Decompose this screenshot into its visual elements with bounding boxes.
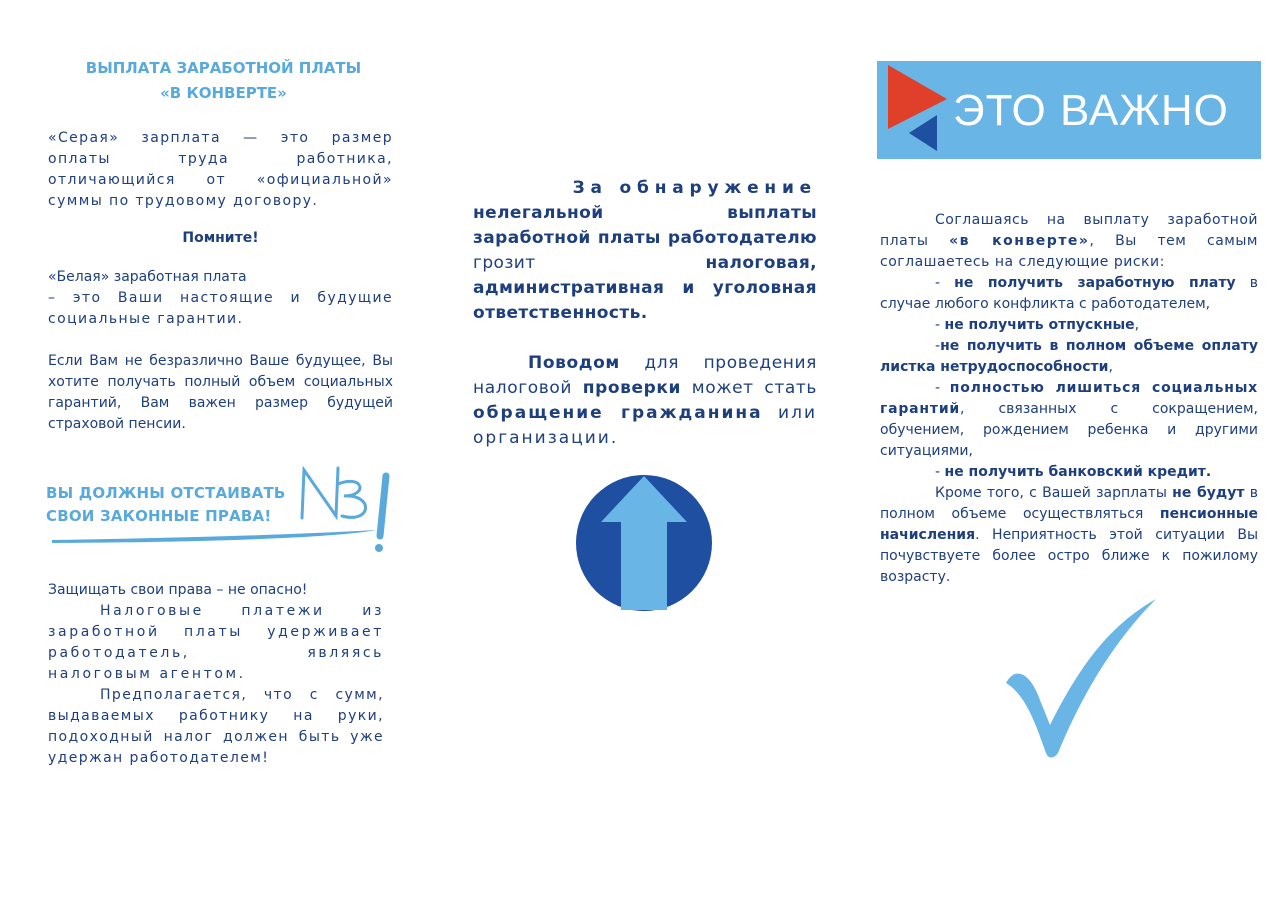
risk2-dash: - (935, 317, 945, 333)
important-banner-text: ЭТО ВАЖНО (953, 86, 1229, 135)
tax-text-b: являясь налоговым агентом. (48, 645, 384, 682)
risk2-rest: , (1134, 317, 1140, 333)
mid-p2-e: обращение гражданина (473, 403, 763, 423)
mid-p2-f: или организации. (473, 403, 817, 448)
end-d: пенсионные начисления (880, 506, 1258, 543)
risk5-bold: не получить банковский кредит. (944, 464, 1212, 480)
remember-heading: Помните! (182, 230, 259, 246)
mid-p2-b: для проведения налоговой (473, 353, 817, 398)
mid-p1-a: За обнаружение (572, 178, 817, 198)
checkmark-icon (1000, 595, 1162, 759)
future-paragraph: Если Вам не безразлично Ваше будущее, Вы хотите получать полный объем социальных гарантий, Вам важен размер будущей страховой пенсии. (48, 353, 393, 432)
left-title-line2: «В КОНВЕРТЕ» (160, 84, 287, 102)
risk1-rest: в случае любого конфликта с работодателем, (880, 275, 1258, 312)
risk5-dash: - (935, 464, 945, 480)
mid-paragraph-2 (473, 351, 817, 451)
mid-p2-c: проверки (582, 378, 682, 398)
play-logo-icon (885, 63, 951, 157)
end-b: не будут (1172, 485, 1245, 501)
mid-p1-d: налоговая, административная и уголовная ответственность. (473, 253, 817, 323)
important-banner (877, 61, 1261, 159)
gray-salary-definition: «Серая» зарплата — это размер оплаты труда работника, отличающийся от «официальной» суммы по трудовому договору. (48, 130, 393, 209)
end-c: в полном объеме осуществляться (880, 485, 1258, 522)
mid-paragraph-1 (473, 201, 817, 326)
risks-intro (880, 210, 1258, 273)
risk1-bold: не получить заработную плату (954, 275, 1236, 291)
end-a: Кроме того, с Вашей зарплаты (935, 485, 1173, 501)
white-salary-line1: «Белая» заработная плата (48, 269, 247, 285)
risk3-dash: - (935, 338, 941, 354)
risk4-rest: , связанных с сокращением, обучением, рождением ребенка и другими ситуациями, (880, 401, 1258, 459)
risk-item-1 (880, 273, 1258, 315)
intro-b: «в конверте» (949, 233, 1090, 249)
mid-p1-b: нелегальной выплаты заработной платы работодателю (473, 203, 817, 248)
mid-p2-a: Поводом (528, 353, 620, 373)
end-e: . Неприятность этой ситуации Вы почувствуете более остро ближе к пожилому возрасту. (880, 527, 1258, 585)
intro-c: , Вы тем самым соглашаетесь на следующие риски: (880, 233, 1258, 270)
risk-item-5 (880, 462, 1258, 483)
mid-p1-c: грозит (473, 253, 536, 273)
left-bottom-column (48, 580, 384, 769)
left-title-line1: ВЫПЛАТА ЗАРАБОТНОЙ ПЛАТЫ (85, 59, 362, 77)
defend-rights-block (46, 466, 396, 558)
risk4-bold: полностью лишиться социальных гарантий (880, 380, 1258, 417)
middle-column (473, 176, 817, 451)
tax-paragraph (48, 601, 384, 685)
safe-line: Защищать свои права – не опасно! (48, 582, 308, 598)
left-column (48, 56, 393, 435)
risk-item-3 (880, 336, 1258, 378)
assume-paragraph: Предполагается, что с сумм, выдаваемых работнику на руки, подоходный налог должен быть уже удержан работодателем! (48, 687, 384, 766)
right-column (880, 210, 1258, 588)
risk3-rest: , (1108, 359, 1113, 375)
mid-p2-d: может стать (691, 378, 817, 398)
risk4-dash: - (935, 380, 950, 396)
tax-text-a: Налоговые платежи из заработной платы удерживает работодатель, (48, 603, 384, 661)
risk-item-2 (880, 315, 1258, 336)
up-arrow-circle-icon (575, 474, 713, 612)
white-salary-line2: – это Ваши настоящие и будущие социальные гарантии. (48, 290, 393, 327)
risk2-bold: не получить отпускные (944, 317, 1135, 333)
pension-paragraph (880, 483, 1258, 588)
risk1-dash: - (935, 275, 955, 291)
defend-line2: СВОИ ЗАКОННЫЕ ПРАВА! (46, 507, 272, 525)
risk-item-4 (880, 378, 1258, 462)
defend-line1: ВЫ ДОЛЖНЫ ОТСТАИВАТЬ (46, 484, 286, 502)
intro-a: Соглашаясь на выплату заработной платы (880, 212, 1258, 249)
risk3-bold: не получить в полном объеме оплату листка нетрудоспособности (880, 338, 1258, 375)
